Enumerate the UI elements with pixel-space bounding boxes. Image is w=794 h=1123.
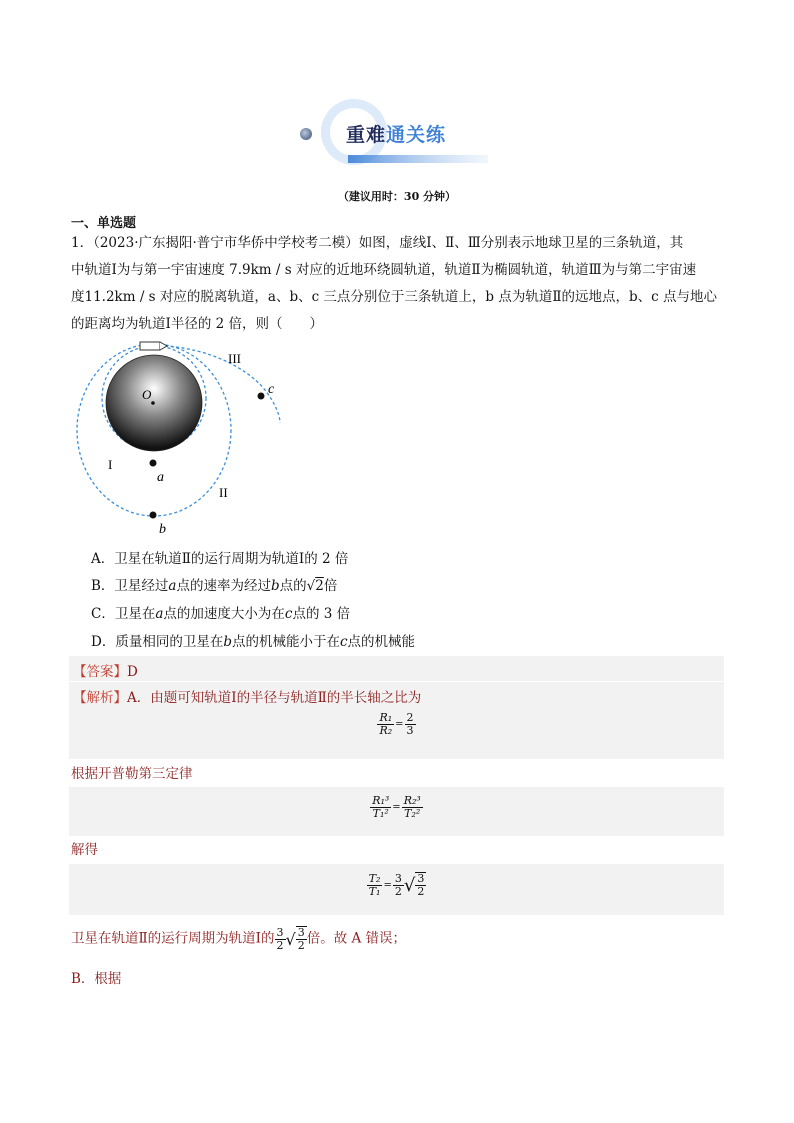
eq3-coef-num: 3 bbox=[394, 871, 402, 885]
answer-value: D bbox=[127, 664, 138, 680]
option-B-text-mid: 点的速率为经过 bbox=[176, 578, 271, 594]
eq2-lhs-num: R₁³ bbox=[372, 794, 390, 807]
conclusion-line: 卫星在轨道Ⅱ的运行周期为轨道Ⅰ的 $\frac{3}{2}$ √ $\frac{3}{2}$ 倍。故 A 错误； bbox=[71, 925, 407, 952]
question-line-3: 度11.2km / s 对应的脱离轨道，a、b、c 三点分别位于三条轨道上，b 点为轨道Ⅱ的远地点，b、c 点与地心 bbox=[71, 289, 718, 305]
question-line-4: 的距离均为轨道Ⅰ半径的 2 倍，则（ ） bbox=[71, 316, 324, 332]
analysis-block-2 bbox=[69, 787, 724, 836]
section-heading: 一、单选题 bbox=[71, 216, 137, 231]
option-C-var-c: c bbox=[284, 606, 293, 622]
conclusion-text-post: 倍。故 A 错误； bbox=[306, 930, 407, 947]
option-D-var-c: c bbox=[339, 634, 348, 650]
analysis-block-1 bbox=[69, 682, 724, 759]
analysis-block-3 bbox=[69, 864, 724, 915]
point-b-dot bbox=[150, 512, 157, 519]
option-C[interactable] bbox=[91, 602, 350, 622]
question-line-1: 1．（2023·广东揭阳·普宁市华侨中学校考二模）如图，虚线Ⅰ、Ⅱ、Ⅲ分别表示地球卫星的三条轨道，其 bbox=[71, 235, 684, 251]
label-b: b bbox=[159, 522, 166, 537]
analysis-b-start: B．根据 bbox=[71, 971, 122, 987]
option-D-var-b: b bbox=[223, 634, 232, 650]
orbit-figure bbox=[70, 335, 300, 540]
conclusion-coef-den: 2 bbox=[276, 938, 284, 952]
option-C-text: C．卫星在 bbox=[91, 606, 156, 622]
option-B-text-end: 倍 bbox=[323, 578, 338, 594]
label-O: O bbox=[142, 387, 152, 402]
point-c-dot bbox=[258, 393, 265, 400]
eq2-rhs-num: R₂³ bbox=[403, 794, 421, 807]
conclusion-text: 卫星在轨道Ⅱ的运行周期为轨道Ⅰ的 bbox=[71, 930, 275, 947]
conclusion-root-num: 3 bbox=[297, 926, 305, 939]
option-B[interactable] bbox=[91, 574, 337, 594]
eq1-rhs-den: 3 bbox=[406, 724, 414, 737]
option-D-text: D．质量相同的卫星在 bbox=[91, 634, 224, 650]
label-III: III bbox=[228, 351, 241, 366]
eq2-lhs-den: T₁² bbox=[372, 807, 389, 820]
analysis-line-1: A．由题可知轨道Ⅰ的半径与轨道Ⅱ的半长轴之比为 bbox=[127, 690, 422, 706]
label-II: II bbox=[219, 485, 228, 500]
eq3-coef-den: 2 bbox=[394, 884, 402, 898]
option-B-text: B．卫星经过 bbox=[91, 578, 169, 594]
conclusion-coef-num: 3 bbox=[276, 925, 284, 939]
eq3-lhs-num: T₂ bbox=[368, 871, 381, 885]
label-c: c bbox=[268, 382, 275, 397]
option-C-var-a: a bbox=[155, 606, 164, 622]
eq3-root-den: 2 bbox=[417, 885, 425, 898]
eq1-rhs-num: 2 bbox=[406, 711, 414, 724]
sqrt-value: 2 bbox=[315, 578, 324, 594]
label-I: I bbox=[108, 457, 113, 472]
eq1-lhs-den: R₂ bbox=[379, 724, 393, 737]
option-D[interactable] bbox=[91, 630, 415, 650]
answer-label: 【答案】 bbox=[73, 664, 127, 680]
solve-text: 解得 bbox=[71, 842, 98, 858]
option-A[interactable]: A．卫星在轨道Ⅱ的运行周期为轨道Ⅰ的 2 倍 bbox=[91, 551, 349, 567]
option-B-text-post: 点的 bbox=[279, 578, 307, 594]
page-title bbox=[346, 120, 446, 147]
eq1-lhs-num: R₁ bbox=[379, 711, 393, 724]
eq3-lhs-den: T₁ bbox=[368, 884, 381, 898]
analysis-label: 【解析】 bbox=[73, 690, 127, 706]
option-D-text-mid: 点的机械能小于在 bbox=[231, 634, 340, 650]
kepler-text: 根据开普勒第三定律 bbox=[71, 766, 193, 782]
eq3-root-num: 3 bbox=[417, 872, 425, 885]
point-a-dot bbox=[150, 460, 157, 467]
title-part2: 通关练 bbox=[386, 124, 447, 146]
option-D-text-post: 点的机械能 bbox=[347, 634, 416, 650]
option-C-text-post: 点的 3 倍 bbox=[292, 606, 351, 622]
option-B-var-a: a bbox=[168, 578, 177, 594]
time-suggestion: （建议用时：30 分钟） bbox=[337, 190, 457, 203]
eq2-rhs-den: T₂² bbox=[404, 807, 421, 820]
answer-row bbox=[69, 656, 724, 681]
label-a: a bbox=[157, 470, 164, 485]
title-part1: 重难 bbox=[346, 124, 387, 146]
question-line-2: 中轨道Ⅰ为与第一宇宙速度 7.9km / s 对应的近地环绕圆轨道，轨道Ⅱ为椭圆轨道，轨道Ⅲ为与第二宇宙速 bbox=[71, 262, 697, 278]
equation-2: $\frac{\text{R₁³}}{\text{T₁²}}$ = $\frac{\text{R₂³}}{\text{T₂²}}$ bbox=[372, 794, 421, 820]
option-B-var-b: b bbox=[270, 578, 280, 594]
option-C-text-mid: 点的加速度大小为在 bbox=[163, 606, 285, 622]
conclusion-root-den: 2 bbox=[297, 939, 305, 952]
satellite bbox=[140, 342, 160, 350]
sqrt-symbol: √2 bbox=[306, 578, 324, 594]
equation-1: $\frac{\text{R₁}}{\text{R₂}}$ = $\frac{2}{3}$ bbox=[379, 711, 414, 737]
equation-3: $\frac{\text{T₂}}{\text{T₁}}$ = $\frac{3}{2}$ √ $\frac{3}{2}$ bbox=[368, 871, 425, 898]
